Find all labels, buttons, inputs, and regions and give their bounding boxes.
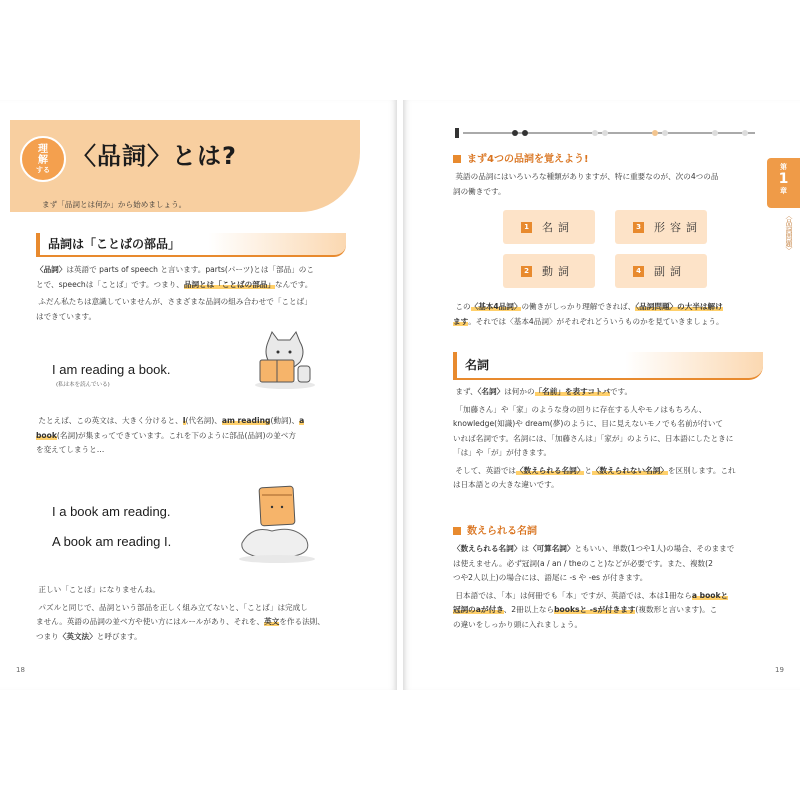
paragraph: まず、〈名詞〉は何かの「名前」を表すコトバです。 「加藤さん」や「家」のような身の回りに存在する人やモノはもちろん、 knowledge(知識)や dream(夢)のように、目に見えないモノでも名前が付いて いれば名詞です。名詞には、「加藤さんは」「家が」のように、日本語にしたときに 「は」や「が」が付きます。 そして、英語では〈数えられる名詞〉と〈数えられない名詞〉を区別します。これ は日本語との大きな違いです。 <box>453 387 736 489</box>
example-translation: (私は本を読んでいる) <box>56 382 110 388</box>
understand-badge <box>20 136 66 182</box>
part-of-speech-box: 4 副詞 <box>615 254 707 288</box>
paragraph: この〈基本4品詞〉の働きがしっかり理解できれば、〈品詞問題〉の大半は解け ます。それでは〈基本4品詞〉がそれぞれどういうものかを見ていきましょう。 <box>453 302 724 326</box>
page-title: 〈品詞〉とは? <box>72 142 237 170</box>
page-number: 19 <box>775 666 784 674</box>
chapter-subtitle: 〈品詞問題〉 <box>785 212 793 254</box>
page-number: 18 <box>16 666 25 674</box>
left-page <box>0 100 397 690</box>
cat-reading-illustration <box>250 330 320 392</box>
subsection-heading: まず4つの品詞を覚えよう! <box>453 150 589 165</box>
example-sentence: I a book am reading. <box>52 504 171 519</box>
paragraph: たとえば、この英文は、大きく分けると、I(代名詞)、am reading(動詞)、a book(名詞)が集まってできています。これを下のように部品(品詞)の並べ方 を変えてしまうと… <box>36 416 305 454</box>
part-of-speech-box: 3 形容詞 <box>615 210 707 244</box>
subsection-heading: 数えられる名詞 <box>453 522 537 537</box>
paragraph: 〈数えられる名詞〉は〈可算名詞〉ともいい、単数(1つや1人)の場合、そのままで は使えません。必ず冠詞(a / an / theのこと)などが必要です。また、複数(2 つや2人以上)の場合には、語尾に -s や -es が付きます。 日本語では、「本」は何冊でも「本」ですが、英語では、本は1冊ならa bookと 冠詞のaが付き、2冊以上ならbooksと -sが付きます(複数形と言います)。こ の違いをしっかり頭に入れましょう。 <box>453 544 735 629</box>
right-page <box>403 100 800 690</box>
paragraph: 〈品詞〉は英語で parts of speech と言います。parts(パーツ)とは「部品」のこ とで、speechは「ことば」です。つまり、品詞とは「ことばの部品」なんです。 ふだん私たちは意識していませんが、さまざまな品詞の組み合わせで「ことば」 はできています。 <box>36 265 314 321</box>
section-heading: 品詞は「ことばの部品」 <box>36 233 346 257</box>
section-heading: 名詞 <box>453 352 763 380</box>
intro-text: まず「品詞とは何か」から始めましょう。 <box>42 200 187 209</box>
badge-char: 解 <box>38 155 48 166</box>
cat-under-book-illustration <box>232 485 322 565</box>
book-spread <box>0 100 800 690</box>
example-sentence: A book am reading I. <box>52 534 172 549</box>
part-of-speech-box: 1 名詞 <box>503 210 595 244</box>
badge-char: する <box>36 166 50 174</box>
progress-track-decoration <box>455 128 755 138</box>
paragraph: 英語の品詞にはいろいろな種類がありますが、特に重要なのが、次の4つの品 詞の働きです。 <box>453 172 719 196</box>
part-of-speech-box: 2 動詞 <box>503 254 595 288</box>
example-sentence: I am reading a book. <box>52 362 171 377</box>
chapter-tab: 第 1 章 <box>767 158 800 208</box>
badge-char: 理 <box>38 144 48 155</box>
paragraph: 正しい「ことば」になりませんね。 パズルと同じで、品詞という部品を正しく組み立てないと、「ことば」は完成し ません。英語の品詞の並べ方や使い方にはルールがあり、それを、英文を作る法則、 つまり〈英文法〉と呼びます。 <box>36 585 325 641</box>
